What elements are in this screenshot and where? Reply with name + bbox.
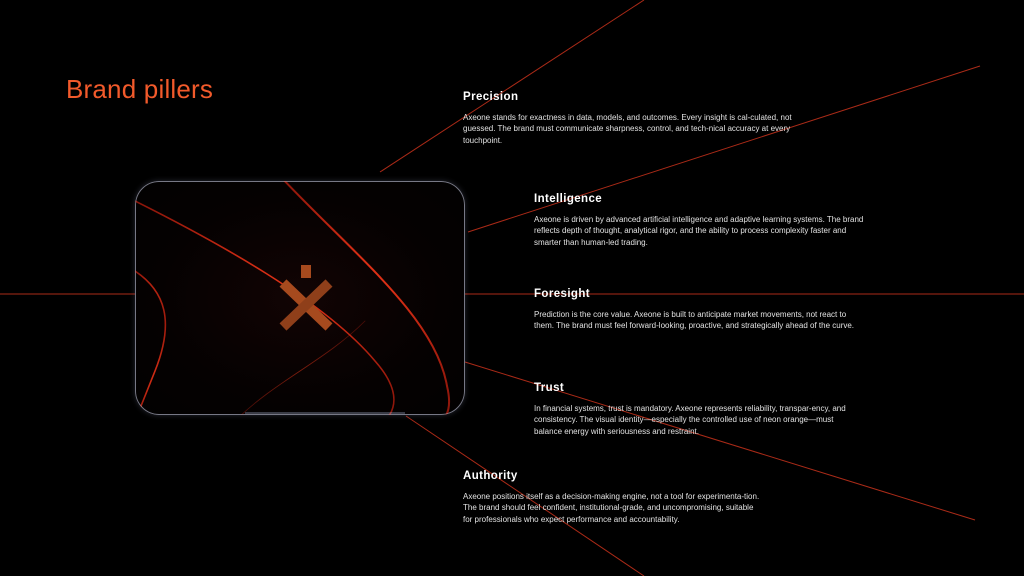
pillar-title: Foresight bbox=[534, 288, 590, 300]
page-title: Brand pillers bbox=[66, 74, 214, 104]
pillar-body: Prediction is the core value. Axeone is built to anticipate market movements, not react to them. The brand must feel forward-looking, proactive, and strategically ahead of the curve. bbox=[534, 310, 855, 331]
ray-top bbox=[380, 0, 644, 172]
pillar-title: Intelligence bbox=[534, 193, 603, 205]
pillar-body: Axeone positions itself as a decision-making engine, not a tool for experimenta-tion. The brand should feel confident, institutional-grade, and uncompromising, suitable for professionals who expect performance and accountability. bbox=[463, 492, 760, 524]
pillar-body: In financial systems, trust is mandatory. Axeone represents reliability, transpar-ency, and consistency. The visual identity—especially the controlled use of neon orange—must balance energy with seriousness and restraint. bbox=[534, 404, 846, 436]
brand-visual-card bbox=[135, 181, 465, 415]
pillar-title: Trust bbox=[534, 382, 565, 394]
pillar-intelligence bbox=[534, 193, 864, 248]
pillar-body: Axeone stands for exactness in data, models, and outcomes. Every insight is cal-culated, not guessed. The brand must communicate sharpness, control, and tech-nical accuracy at every touchpoint. bbox=[463, 113, 792, 145]
pillar-foresight bbox=[534, 288, 864, 332]
pillar-authority bbox=[463, 470, 763, 525]
pillar-title: Authority bbox=[463, 470, 518, 482]
pillar-body: Axeone is driven by advanced artificial intelligence and adaptive learning systems. The brand reflects depth of thought, analytical rigor, and the ability to process complexity faster and smarter than human-led trading. bbox=[534, 215, 864, 247]
pillar-precision bbox=[463, 91, 803, 146]
pillar-title: Precision bbox=[463, 91, 519, 103]
pillar-trust bbox=[534, 382, 854, 437]
asterisk-x-icon bbox=[275, 265, 337, 335]
